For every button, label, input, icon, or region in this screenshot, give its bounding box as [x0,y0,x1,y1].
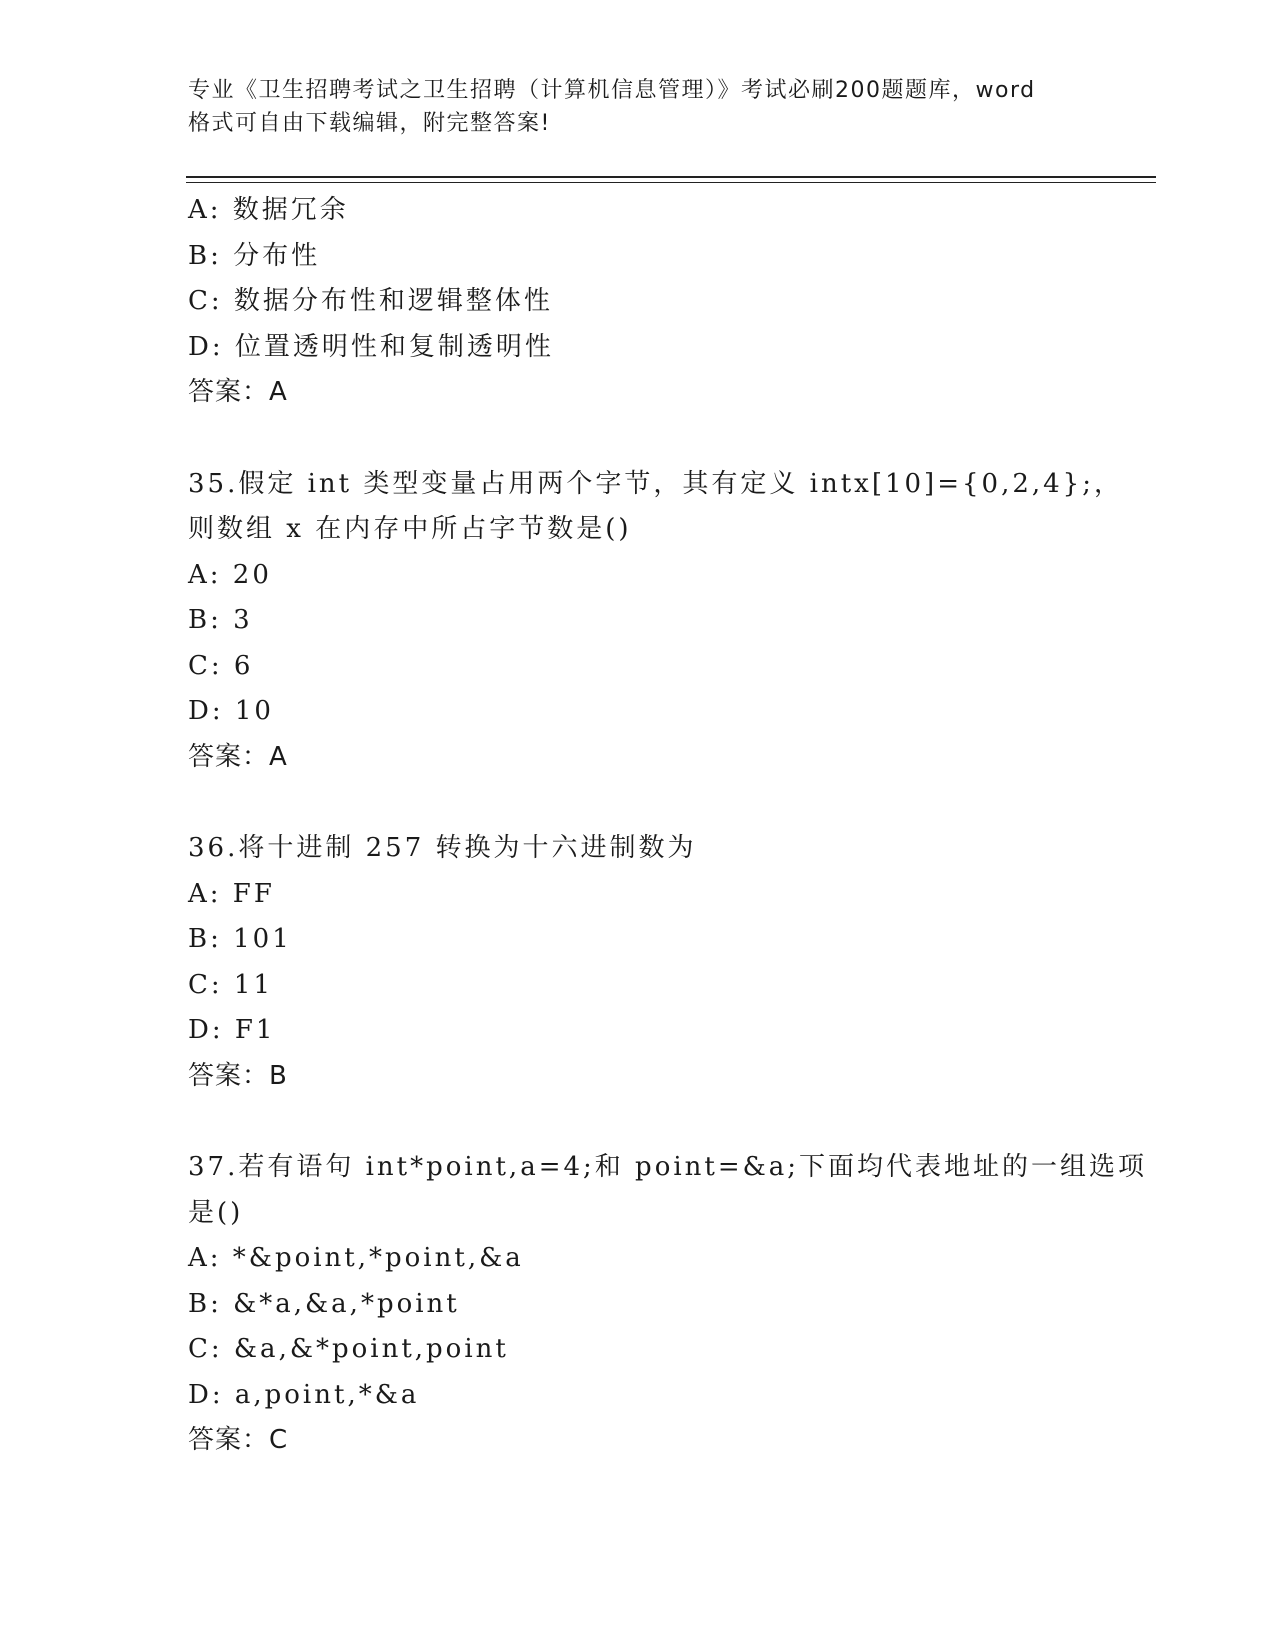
header-line-1: 专业《卫生招聘考试之卫生招聘（计算机信息管理）》考试必刷200题题库，word [188,78,1036,103]
answer-line: 答案：A [188,377,288,407]
question-block-36 [188,826,1088,1099]
answer-line: 答案：C [188,1425,289,1455]
question-block-35 [188,462,1123,781]
option-c: C: 数据分布性和逻辑整体性 [188,286,553,316]
question-block-partial [188,188,1088,416]
option-b: B: 分布性 [188,240,321,271]
option-b: B: 101 [188,924,292,954]
option-d: D: 10 [188,696,274,726]
option-d: D: F1 [188,1015,276,1045]
spacer [188,416,1088,462]
option-c: C: 6 [188,650,254,681]
option-a: A: *&point,*point,&a [188,1243,524,1273]
option-b: B: 3 [188,605,253,635]
spacer [188,1099,1088,1145]
option-a: A: 20 [188,559,272,590]
option-a: A: 数据冗余 [188,195,349,225]
option-d: D: a,point,*&a [188,1379,420,1410]
header-divider-thin [186,182,1156,183]
answer-line: 答案：A [188,741,288,772]
header-divider-thick [186,176,1156,178]
option-b: B: &*a,&a,*point [188,1288,460,1319]
document-header [188,74,1088,140]
option-a: A: FF [188,878,275,909]
question-stem: 37.若有语句 int*point,a=4;和 point=&a;下面均代表地址的一组选项 [188,1152,1148,1182]
question-block-37 [188,1145,1148,1464]
question-stem: 36.将十进制 257 转换为十六进制数为 [188,833,697,863]
option-c: C: &a,&*point,point [188,1334,509,1364]
question-stem: 则数组 x 在内存中所占字节数是() [188,514,632,544]
spacer [188,780,1088,826]
header-line-2: 格式可自由下载编辑，附完整答案! [188,111,551,136]
option-c: C: 11 [188,969,274,1000]
option-d: D: 位置透明性和复制透明性 [188,331,554,362]
question-stem: 35.假定 int 类型变量占用两个字节，其有定义 intx[10]={0,2,4};， [188,468,1123,499]
answer-line: 答案：B [188,1060,288,1091]
question-list [188,188,1148,1464]
question-stem: 是() [188,1197,244,1228]
